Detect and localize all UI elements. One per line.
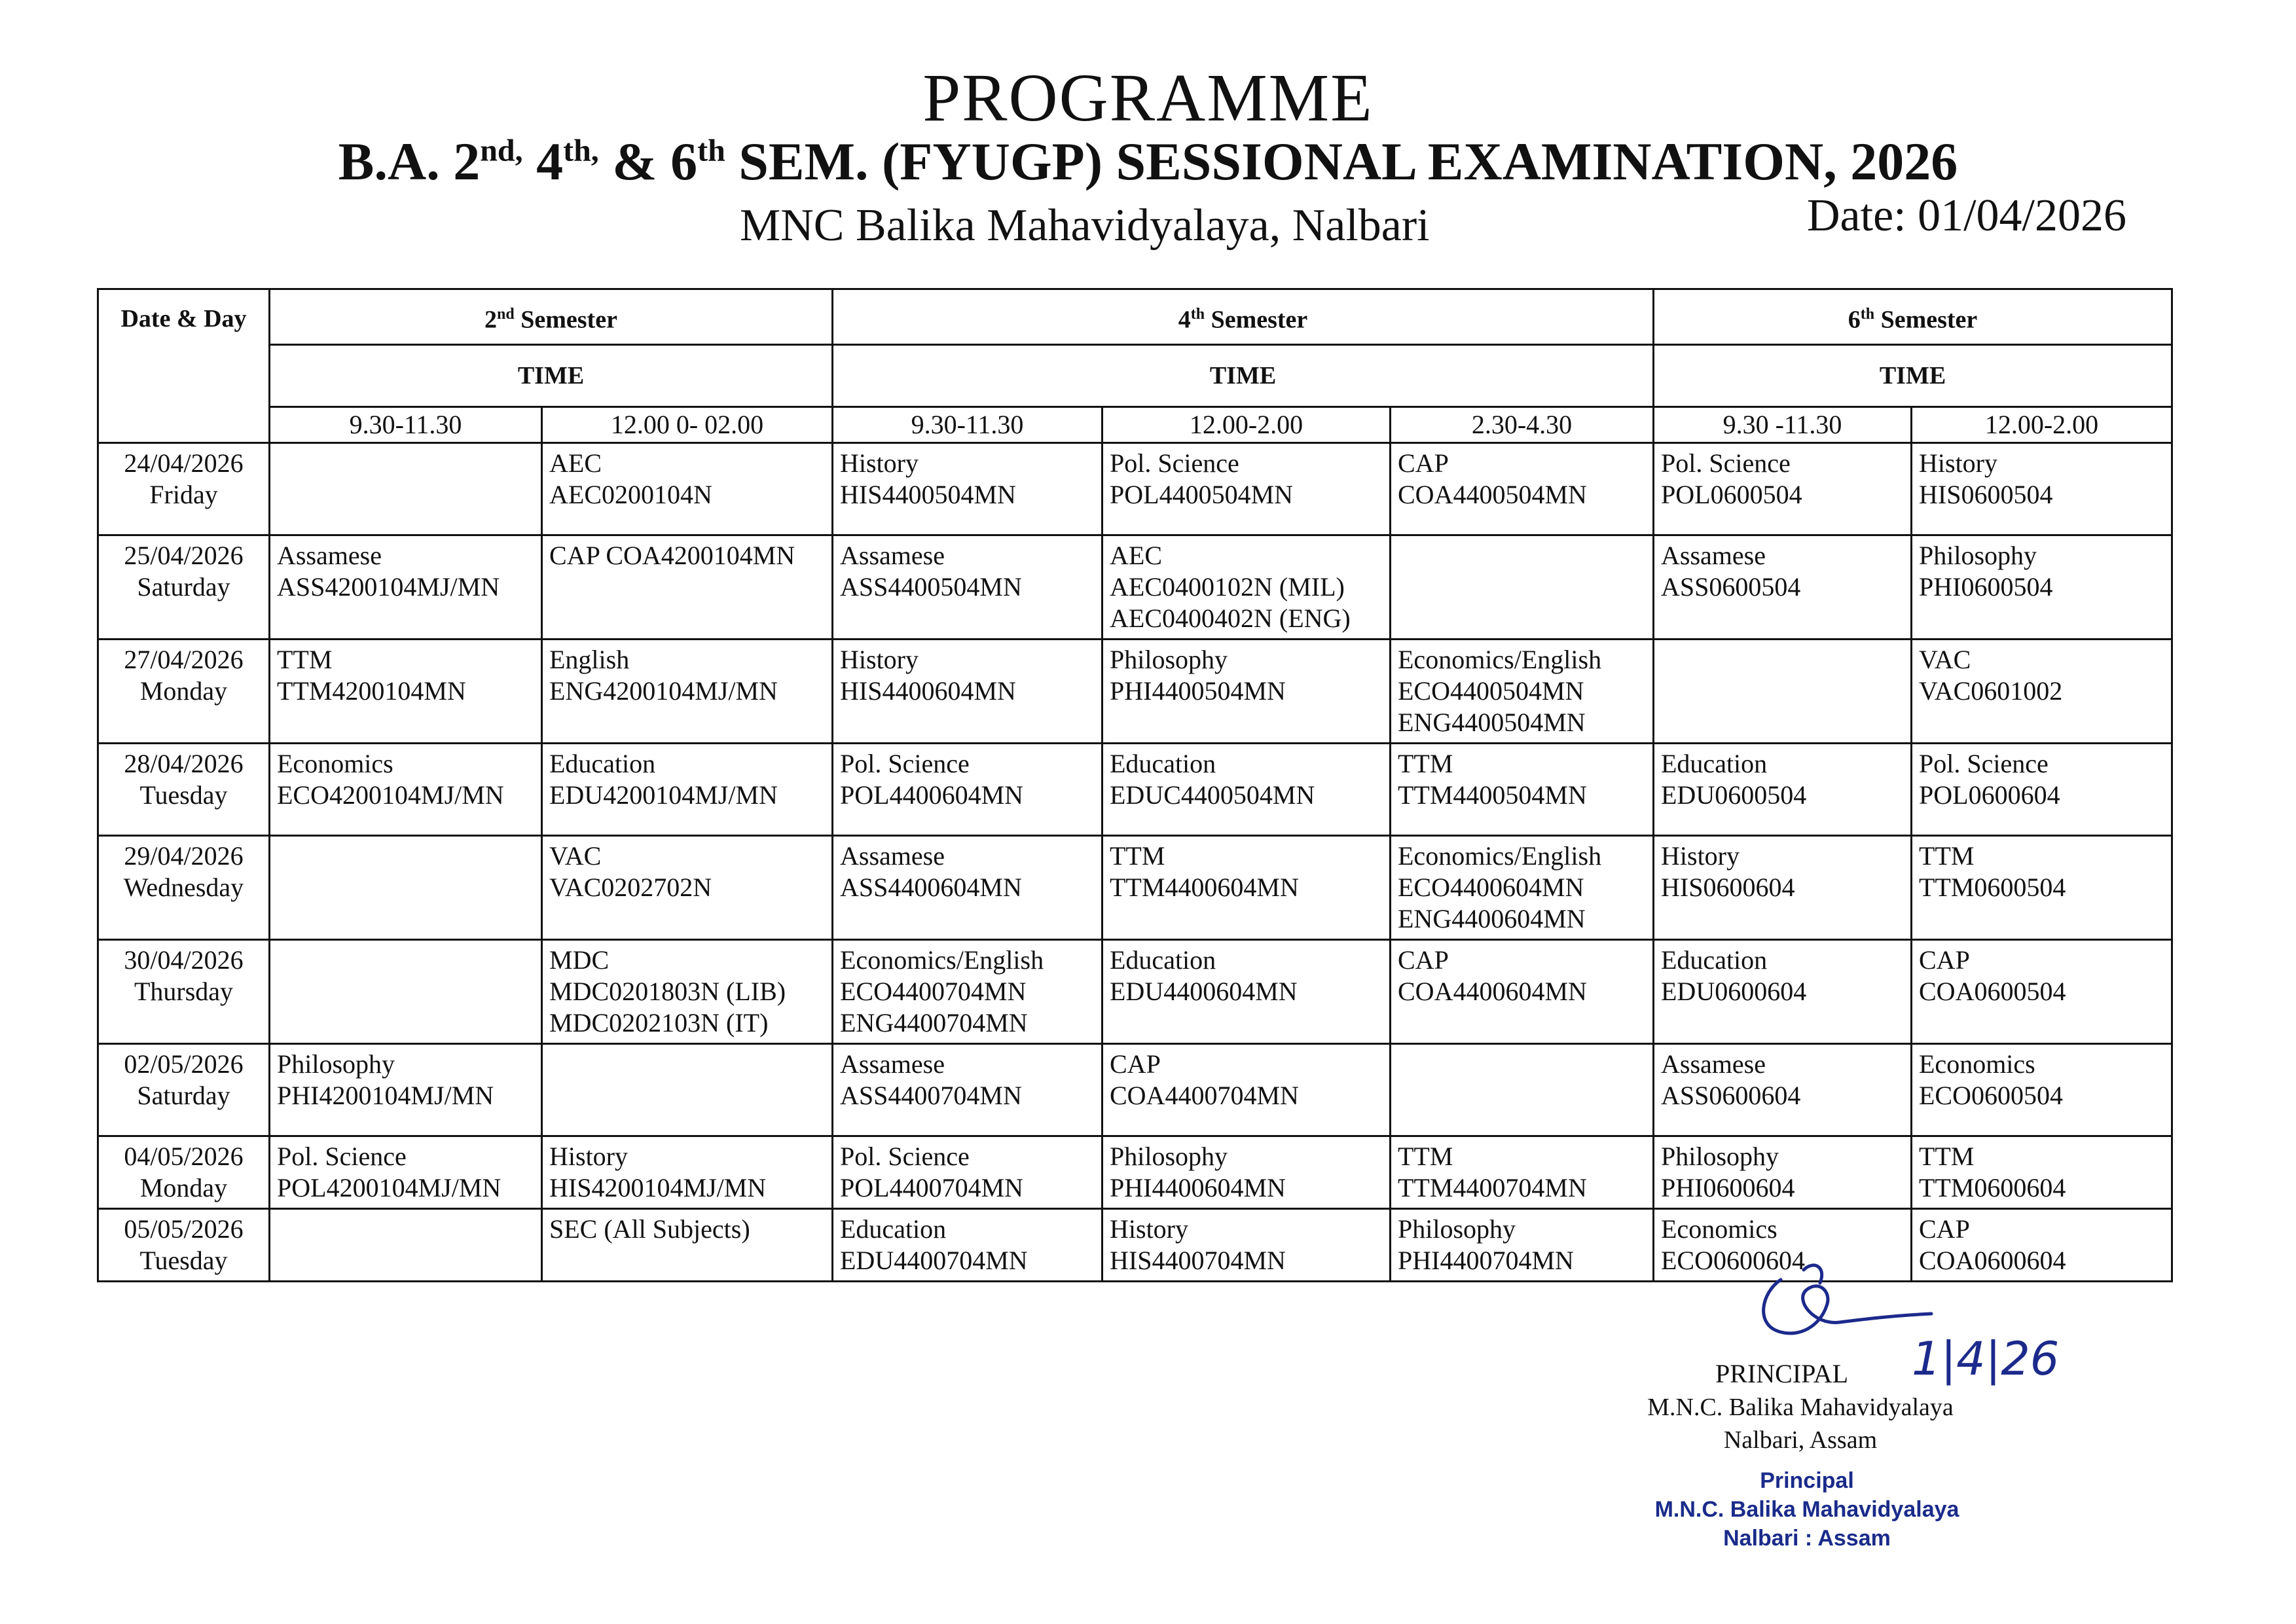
paper-code: HIS4200104MJ/MN	[549, 1173, 767, 1202]
subject-name: AEC	[1110, 541, 1162, 570]
paper-code: POL0600604	[1919, 780, 2060, 810]
subject-name: Economics/English	[1398, 841, 1602, 871]
address-line: Nalbari, Assam	[1723, 1426, 1878, 1454]
time-slot: 12.00-2.00	[1102, 407, 1391, 443]
principal-label: PRINCIPAL	[1715, 1359, 1849, 1388]
schedule-body	[98, 443, 2172, 1282]
exam-cell	[270, 640, 542, 744]
paper-code: ECO0600504	[1919, 1081, 2063, 1110]
subject-name: History	[840, 448, 919, 478]
exam-cell	[1391, 1136, 1654, 1209]
paper-code: COA4400604MN	[1398, 977, 1587, 1006]
subject-name: CAP	[1110, 1049, 1161, 1079]
paper-code: COA4400504MN	[1398, 480, 1587, 509]
exam-cell	[1912, 443, 2172, 535]
paper-code: ASS0600504	[1661, 572, 1801, 602]
exam-cell	[833, 1044, 1102, 1136]
exam-cell	[1102, 836, 1391, 940]
exam-cell	[270, 744, 542, 836]
exam-cell	[1391, 1209, 1654, 1282]
subject-name: Assamese	[840, 541, 945, 570]
subject-name: TTM	[277, 645, 333, 674]
paper-code: ECO0600604	[1661, 1246, 1805, 1275]
paper-code: ENG4400504MN	[1398, 708, 1586, 737]
exam-cell	[833, 1209, 1102, 1282]
exam-cell	[1102, 640, 1391, 744]
exam-cell	[833, 836, 1102, 940]
time-slot: 2.30-4.30	[1391, 407, 1654, 443]
paper-code: EDU0600504	[1661, 780, 1807, 810]
exam-cell	[1912, 940, 2172, 1044]
exam-cell	[542, 940, 833, 1044]
subject-name: Education	[549, 749, 656, 778]
exam-date: 28/04/2026	[124, 749, 244, 778]
subject-name: CAP COA4200104MN	[549, 541, 795, 570]
subject-name: Assamese	[277, 541, 382, 570]
exam-cell	[1102, 443, 1391, 535]
paper-code: POL4400704MN	[840, 1173, 1024, 1202]
exam-day: Tuesday	[139, 1246, 228, 1275]
paper-code: ENG4400604MN	[1398, 904, 1586, 933]
exam-cell	[833, 535, 1102, 640]
paper-code: TTM0600504	[1919, 873, 2066, 902]
exam-cell	[270, 1209, 542, 1282]
paper-code: HIS4400704MN	[1110, 1246, 1286, 1275]
subject-name: Philosophy	[1398, 1214, 1516, 1244]
sem-number: 6	[1848, 306, 1861, 334]
subject-name: TTM	[1398, 749, 1453, 778]
paper-code: COA0600604	[1919, 1246, 2066, 1275]
paper-code: TTM4400504MN	[1398, 780, 1587, 810]
time-header: TIME	[1654, 345, 2172, 407]
time-slot: 9.30-11.30	[270, 407, 542, 443]
paper-code: EDU4400604MN	[1110, 977, 1298, 1006]
paper-code: PHI0600604	[1661, 1173, 1795, 1202]
exam-subtitle	[0, 131, 2296, 192]
exam-cell	[1654, 640, 1912, 744]
sem4-header	[833, 289, 1654, 345]
exam-day: Monday	[139, 1173, 228, 1202]
subject-name: CAP	[1398, 448, 1449, 478]
exam-cell	[1391, 535, 1654, 640]
exam-date: 02/05/2026	[124, 1049, 244, 1079]
paper-code: MDC0202103N (IT)	[549, 1008, 769, 1038]
date-day-cell	[98, 1044, 270, 1136]
paper-code: ASS4400604MN	[840, 873, 1022, 902]
paper-code: AEC0400102N (MIL)	[1110, 572, 1345, 602]
paper-code: ECO4400504MN	[1398, 676, 1584, 706]
exam-day: Thursday	[134, 977, 234, 1006]
paper-code: EDU4400704MN	[840, 1246, 1028, 1275]
signature-date: 1|4|26	[1912, 1332, 2060, 1386]
subject-name: Education	[1110, 945, 1216, 975]
subject-name: Philosophy	[1919, 541, 2037, 570]
date-day-cell	[98, 1136, 270, 1209]
time-slot: 9.30 -11.30	[1654, 407, 1912, 443]
paper-code: EDUC4400504MN	[1110, 780, 1315, 810]
exam-cell	[1654, 535, 1912, 640]
table-row	[98, 1136, 2172, 1209]
time-header: TIME	[833, 345, 1654, 407]
subject-name: CAP	[1919, 1214, 1970, 1244]
subtitle-sup: th,	[563, 133, 599, 168]
exam-date: 30/04/2026	[124, 945, 244, 975]
subject-name: Pol. Science	[840, 1142, 970, 1171]
subtitle-part: 4	[522, 132, 564, 191]
exam-cell	[1102, 1044, 1391, 1136]
exam-cell	[270, 535, 542, 640]
date-day-header: Date & Day	[98, 289, 270, 443]
subject-name: CAP	[1919, 945, 1970, 975]
exam-day: Saturday	[137, 1081, 230, 1110]
exam-day: Saturday	[137, 572, 230, 602]
subject-name: Pol. Science	[1661, 448, 1791, 478]
date-day-cell	[98, 443, 270, 535]
exam-cell	[1654, 1136, 1912, 1209]
principal-address	[1604, 1391, 1997, 1456]
exam-cell	[833, 1136, 1102, 1209]
table-row	[98, 1044, 2172, 1136]
exam-cell	[1912, 836, 2172, 940]
subject-name: Pol. Science	[1110, 448, 1239, 478]
exam-cell	[1102, 1136, 1391, 1209]
paper-code: ECO4400604MN	[1398, 873, 1584, 902]
subject-name: Assamese	[840, 841, 945, 871]
subject-name: Pol. Science	[277, 1142, 407, 1171]
exam-cell	[542, 443, 833, 535]
subject-name: History	[840, 645, 919, 674]
paper-code: PHI4400604MN	[1110, 1173, 1286, 1202]
sem-label: Semester	[514, 306, 617, 334]
exam-day: Tuesday	[139, 780, 228, 810]
subject-name: History	[1919, 448, 1997, 478]
exam-cell	[1391, 744, 1654, 836]
exam-date: 25/04/2026	[124, 541, 244, 570]
subject-name: Education	[1110, 749, 1216, 778]
exam-cell	[270, 836, 542, 940]
sem-label: Semester	[1205, 306, 1308, 334]
paper-code: PHI4400504MN	[1110, 676, 1286, 706]
date-day-cell	[98, 640, 270, 744]
paper-code: HIS4400504MN	[840, 480, 1016, 509]
exam-cell	[1654, 443, 1912, 535]
paper-code: EDU0600604	[1661, 977, 1807, 1006]
exam-cell	[542, 1044, 833, 1136]
exam-day: Monday	[139, 676, 228, 706]
paper-code: PHI4200104MJ/MN	[277, 1081, 494, 1110]
paper-code: VAC0601002	[1919, 676, 2063, 706]
paper-code: ENG4200104MJ/MN	[549, 676, 778, 706]
exam-cell	[270, 940, 542, 1044]
exam-cell	[270, 1044, 542, 1136]
date-day-cell	[98, 836, 270, 940]
paper-code: ASS4200104MJ/MN	[277, 572, 500, 602]
exam-cell	[542, 744, 833, 836]
subtitle-part: & 6	[598, 132, 698, 191]
principal-signature	[1755, 1254, 1938, 1352]
exam-cell	[1391, 940, 1654, 1044]
subject-name: History	[549, 1142, 628, 1171]
subject-name: TTM	[1110, 841, 1165, 871]
exam-cell	[1102, 1209, 1391, 1282]
page-title: PROGRAMME	[922, 60, 1374, 135]
subtitle-part: B.A. 2	[338, 132, 481, 191]
exam-day: Wednesday	[123, 873, 244, 902]
paper-code: TTM4200104MN	[277, 676, 466, 706]
paper-code: POL4200104MJ/MN	[277, 1173, 501, 1202]
exam-cell	[1912, 1136, 2172, 1209]
exam-cell	[833, 940, 1102, 1044]
exam-cell	[1391, 443, 1654, 535]
subtitle-sup: nd,	[480, 133, 523, 168]
subject-name: Education	[840, 1214, 947, 1244]
exam-date: 27/04/2026	[124, 645, 244, 674]
paper-code: MDC0201803N (LIB)	[549, 977, 786, 1006]
paper-code: POL0600504	[1661, 480, 1802, 509]
paper-code: HIS0600604	[1661, 873, 1795, 902]
exam-cell	[1391, 1044, 1654, 1136]
exam-cell	[1102, 744, 1391, 836]
exam-date: 24/04/2026	[124, 448, 244, 478]
paper-code: AEC0200104N	[549, 480, 712, 509]
paper-code: TTM4400704MN	[1398, 1173, 1587, 1202]
stamp-line: Principal	[1760, 1468, 1854, 1493]
paper-code: VAC0202702N	[549, 873, 712, 902]
exam-cell	[1654, 836, 1912, 940]
exam-date: 04/05/2026	[124, 1142, 244, 1171]
exam-cell	[1912, 640, 2172, 744]
paper-code: COA4400704MN	[1110, 1081, 1299, 1110]
exam-day: Friday	[149, 480, 218, 509]
exam-cell	[1391, 640, 1654, 744]
sem2-header	[270, 289, 833, 345]
subject-name: Philosophy	[1110, 645, 1228, 674]
date-day-cell	[98, 744, 270, 836]
subject-name: TTM	[1398, 1142, 1453, 1171]
exam-cell	[270, 1136, 542, 1209]
exam-cell	[1912, 1209, 2172, 1282]
exam-cell	[270, 443, 542, 535]
paper-code: TTM0600604	[1919, 1173, 2066, 1202]
exam-cell	[833, 443, 1102, 535]
time-slot: 12.00 0- 02.00	[542, 407, 833, 443]
paper-code: ECO4200104MJ/MN	[277, 780, 504, 810]
paper-code: PHI0600504	[1919, 572, 2053, 602]
paper-code: AEC0400402N (ENG)	[1110, 604, 1351, 633]
paper-code: ASS4400704MN	[840, 1081, 1022, 1110]
subject-name: English	[549, 645, 630, 674]
exam-cell	[542, 1209, 833, 1282]
subject-name: VAC	[549, 841, 602, 871]
subject-name: CAP	[1398, 945, 1449, 975]
subject-name: Philosophy	[1110, 1142, 1228, 1171]
address-line: M.N.C. Balika Mahavidyalaya	[1647, 1394, 1954, 1421]
paper-code: COA0600504	[1919, 977, 2066, 1006]
exam-cell	[1654, 940, 1912, 1044]
subtitle-part: SEM. (FYUGP) SESSIONAL EXAMINATION, 2026	[725, 132, 1958, 191]
time-slot: 9.30-11.30	[833, 407, 1102, 443]
exam-cell	[1391, 836, 1654, 940]
exam-cell	[542, 640, 833, 744]
subtitle-sup: th	[697, 133, 725, 168]
exam-cell	[1654, 1044, 1912, 1136]
subject-name: Philosophy	[1661, 1142, 1779, 1171]
paper-code: PHI4400704MN	[1398, 1246, 1574, 1275]
subject-name: Philosophy	[277, 1049, 395, 1079]
paper-code: TTM4400604MN	[1110, 873, 1299, 902]
subject-name: Assamese	[1661, 541, 1766, 570]
college-name: MNC Balika Mahavidyalaya, Nalbari	[740, 200, 1430, 251]
subject-name: Education	[1661, 749, 1768, 778]
subject-name: TTM	[1919, 1142, 1975, 1171]
stamp-line: Nalbari : Assam	[1723, 1526, 1891, 1551]
exam-cell	[1102, 940, 1391, 1044]
date-day-cell	[98, 940, 270, 1044]
exam-date: 05/05/2026	[124, 1214, 244, 1244]
exam-cell	[1912, 1044, 2172, 1136]
exam-cell	[1654, 744, 1912, 836]
sem-label: Semester	[1874, 306, 1978, 334]
stamp-line: M.N.C. Balika Mahavidyalaya	[1654, 1497, 1959, 1522]
principal-stamp	[1630, 1466, 1984, 1553]
subject-name: History	[1110, 1214, 1188, 1244]
subject-name: Education	[1661, 945, 1768, 975]
subject-name: Economics/English	[840, 945, 1044, 975]
paper-code: HIS0600504	[1919, 480, 2053, 509]
subject-name: Assamese	[1661, 1049, 1766, 1079]
exam-cell	[833, 640, 1102, 744]
paper-code: POL4400604MN	[840, 780, 1024, 810]
sem-sup: th	[1860, 305, 1875, 323]
subject-name: Pol. Science	[840, 749, 970, 778]
table-row	[98, 744, 2172, 836]
time-header: TIME	[270, 345, 833, 407]
paper-code: ENG4400704MN	[840, 1008, 1028, 1038]
exam-cell	[1912, 744, 2172, 836]
subject-name: MDC	[549, 945, 610, 975]
exam-cell	[1102, 535, 1391, 640]
paper-code: EDU4200104MJ/MN	[549, 780, 778, 810]
table-row	[98, 443, 2172, 535]
paper-code: ASS4400504MN	[840, 572, 1022, 602]
table-row	[98, 535, 2172, 640]
paper-code: POL4400504MN	[1110, 480, 1294, 509]
sem-sup: nd	[497, 305, 515, 323]
subject-name: Economics	[277, 749, 393, 778]
date-day-cell	[98, 535, 270, 640]
subject-name: History	[1661, 841, 1740, 871]
subject-name: AEC	[549, 448, 602, 478]
subject-name: VAC	[1919, 645, 1971, 674]
notice-date: Date: 01/04/2026	[1807, 190, 2126, 241]
sem-sup: th	[1190, 305, 1205, 323]
subject-name: Economics	[1919, 1049, 2035, 1079]
time-slot: 12.00-2.00	[1912, 407, 2172, 443]
exam-cell	[542, 836, 833, 940]
subject-name: SEC (All Subjects)	[549, 1214, 750, 1244]
subject-name: Pol. Science	[1919, 749, 2049, 778]
exam-cell	[542, 535, 833, 640]
subject-name: Assamese	[840, 1049, 945, 1079]
exam-schedule-table	[97, 288, 2173, 1282]
exam-date: 29/04/2026	[124, 841, 244, 871]
table-row	[98, 836, 2172, 940]
exam-cell	[1912, 535, 2172, 640]
table-row	[98, 640, 2172, 744]
exam-cell	[833, 744, 1102, 836]
table-row	[98, 940, 2172, 1044]
paper-code: ASS0600604	[1661, 1081, 1801, 1110]
subject-name: TTM	[1919, 841, 1975, 871]
sem-number: 2	[484, 306, 498, 334]
sem6-header	[1654, 289, 2172, 345]
subject-name: Economics	[1661, 1214, 1777, 1244]
date-day-cell	[98, 1209, 270, 1282]
subject-name: Economics/English	[1398, 645, 1602, 674]
exam-cell	[542, 1136, 833, 1209]
paper-code: HIS4400604MN	[840, 676, 1016, 706]
sem-number: 4	[1178, 306, 1191, 334]
paper-code: ECO4400704MN	[840, 977, 1027, 1006]
